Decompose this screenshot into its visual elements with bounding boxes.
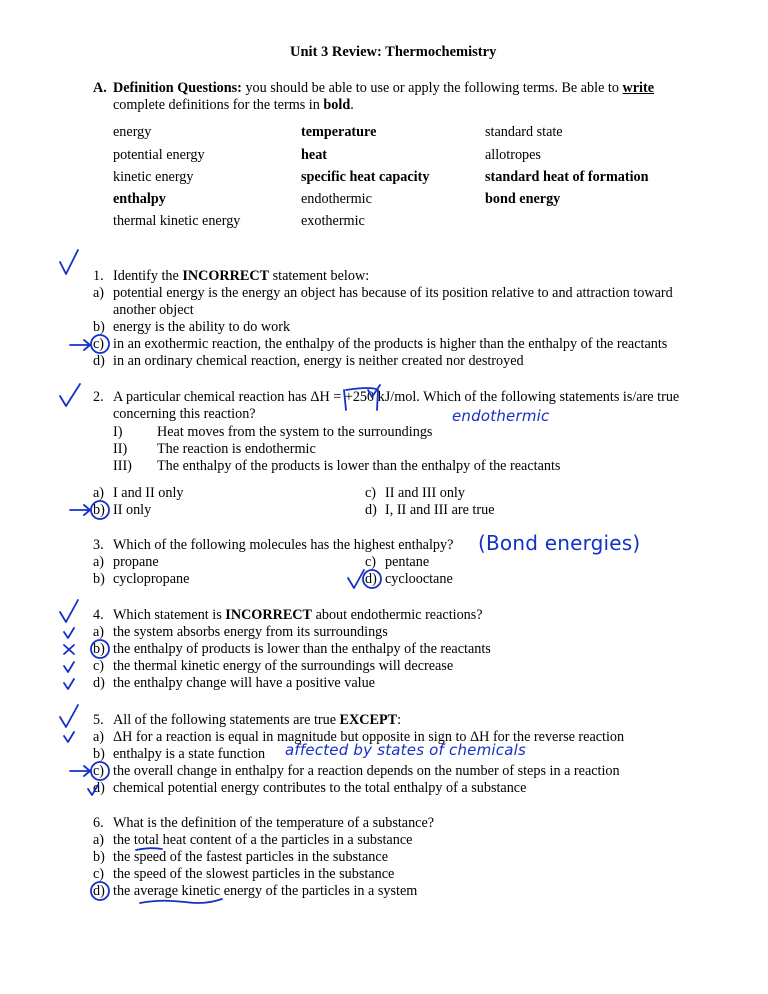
option-a: the system absorbs energy from its surroundings [113,624,388,640]
term-bold: standard heat of formation [485,169,649,185]
roman-label: III) [113,458,132,474]
option-letter: a) [93,624,105,640]
option-letter: d) [93,883,105,899]
term: potential energy [113,147,205,163]
option-c: the overall change in enthalpy for a reaction depends on the number of steps in a reaction [113,763,620,779]
roman-label: I) [113,424,123,440]
roman-item: The reaction is endothermic [157,441,316,457]
handwritten-note-endothermic: endothermic [452,407,550,425]
option-letter: b) [93,571,105,587]
question-stem: Which statement is INCORRECT about endothermic reactions? [113,607,483,623]
option-letter: c) [365,554,377,570]
term: exothermic [301,213,365,229]
term-bold: bond energy [485,191,561,207]
arrow-icon [70,766,90,776]
option-letter: b) [93,849,105,865]
question-stem: All of the following statements are true EXCEPT: [113,712,402,728]
option-letter: b) [93,319,105,335]
option-letter: c) [93,658,105,674]
option-letter: a) [93,554,105,570]
option-letter: d) [93,353,105,369]
arrow-icon [70,340,90,350]
option-a-cont: another object [113,302,194,318]
option-letter: a) [93,832,105,848]
term: kinetic energy [113,169,194,185]
term: endothermic [301,191,372,207]
option-c: II and III only [385,485,465,501]
option-letter: b) [93,502,105,518]
question-stem: Identify the INCORRECT statement below: [113,268,370,284]
write-word: write [622,80,655,96]
option-b: the speed of the fastest particles in the substance [113,849,388,865]
handwritten-note-states: affected by states of chemicals [285,741,526,759]
term-bold: enthalpy [113,191,166,207]
question-number: 2. [93,389,104,405]
option-a: potential energy is the energy an object has because of its position relative to and attraction toward [113,285,673,301]
page-title: Unit 3 Review: Thermochemistry [290,44,497,60]
option-b: II only [113,502,152,518]
option-letter: d) [365,571,377,587]
option-letter: b) [93,641,105,657]
section-a-heading: Definition Questions: [113,80,242,96]
question-number: 3. [93,537,104,553]
underlined-phrase: average kinetic [133,883,221,899]
question-number: 5. [93,712,104,728]
option-letter: d) [365,502,377,518]
arrow-icon [70,505,90,515]
option-c: pentane [385,554,430,570]
option-letter: a) [93,729,105,745]
option-a: ΔH for a reaction is equal in magnitude but opposite in sign to ΔH for the reverse reaction [113,729,625,745]
roman-label: II) [113,441,128,457]
check-mark-icon [348,570,364,588]
option-b: cyclopropane [113,571,190,587]
term-bold: heat [301,147,328,163]
delta-h-circled: ΔH [310,389,330,405]
option-c: in an exothermic reaction, the enthalpy of the products is higher than the enthalpy of the reactants [113,336,668,352]
check-mark-icon [60,250,78,274]
question-stem-cont: concerning this reaction? [113,406,256,422]
option-d: in an ordinary chemical reaction, energy is neither created nor destroyed [113,353,524,369]
option-letter: c) [365,485,377,501]
term-bold: specific heat capacity [301,169,430,185]
option-d: chemical potential energy contributes to the total enthalpy of a substance [113,780,527,796]
section-a-label: A. [93,80,107,96]
roman-item: The enthalpy of the products is lower than the enthalpy of the reactants [157,458,561,474]
question-number: 4. [93,607,104,623]
underlined-word: total [133,832,160,848]
term: thermal kinetic energy [113,213,241,229]
option-letter: a) [93,485,105,501]
option-letter: c) [93,336,105,352]
term: standard state [485,124,563,140]
section-a-intro-line2: complete definitions for the terms in bold. [113,97,354,113]
term: energy [113,124,152,140]
option-c: the speed of the slowest particles in the substance [113,866,395,882]
check-mark-icon [60,600,78,622]
section-a-intro-line1: Definition Questions: you should be able to use or apply the following terms. Be able to write [113,80,655,96]
check-mark-icon [64,628,74,638]
term-bold: temperature [301,124,377,140]
check-mark-icon [64,662,74,672]
option-a: propane [113,554,159,570]
option-a: the total heat content of a the particles in a substance [113,832,413,848]
roman-item: Heat moves from the system to the surroundings [157,424,433,440]
option-b: enthalpy is a state function [113,746,266,762]
question-stem: What is the definition of the temperature of a substance? [113,815,435,831]
question-stem: A particular chemical reaction has ΔH = +250 kJ/mol. Which of the following statements is/are true [113,389,680,405]
question-number: 1. [93,268,104,284]
option-c: the thermal kinetic energy of the surroundings will decrease [113,658,454,674]
check-mark-icon [64,679,74,689]
option-letter: d) [93,675,105,691]
option-letter: b) [93,746,105,762]
option-letter: d) [93,780,105,796]
term: allotropes [485,147,541,163]
option-letter: a) [93,285,105,301]
option-a: I and II only [113,485,184,501]
option-b: energy is the ability to do work [113,319,291,335]
check-mark-icon [64,732,74,742]
option-letter: c) [93,763,105,779]
option-d: I, II and III are true [385,502,495,518]
check-mark-icon [60,384,80,406]
question-number: 6. [93,815,104,831]
x-mark-icon [64,645,74,654]
option-d: the average kinetic energy of the particles in a system [113,883,418,899]
option-d: cyclooctane [385,571,453,587]
check-mark-icon [60,705,78,727]
option-b: the enthalpy of products is lower than the enthalpy of the reactants [113,641,491,657]
question-stem: Which of the following molecules has the highest enthalpy? [113,537,454,553]
option-letter: c) [93,866,105,882]
handwritten-note-bond-energies: (Bond energies) [478,531,641,555]
option-d: the enthalpy change will have a positive value [113,675,375,691]
